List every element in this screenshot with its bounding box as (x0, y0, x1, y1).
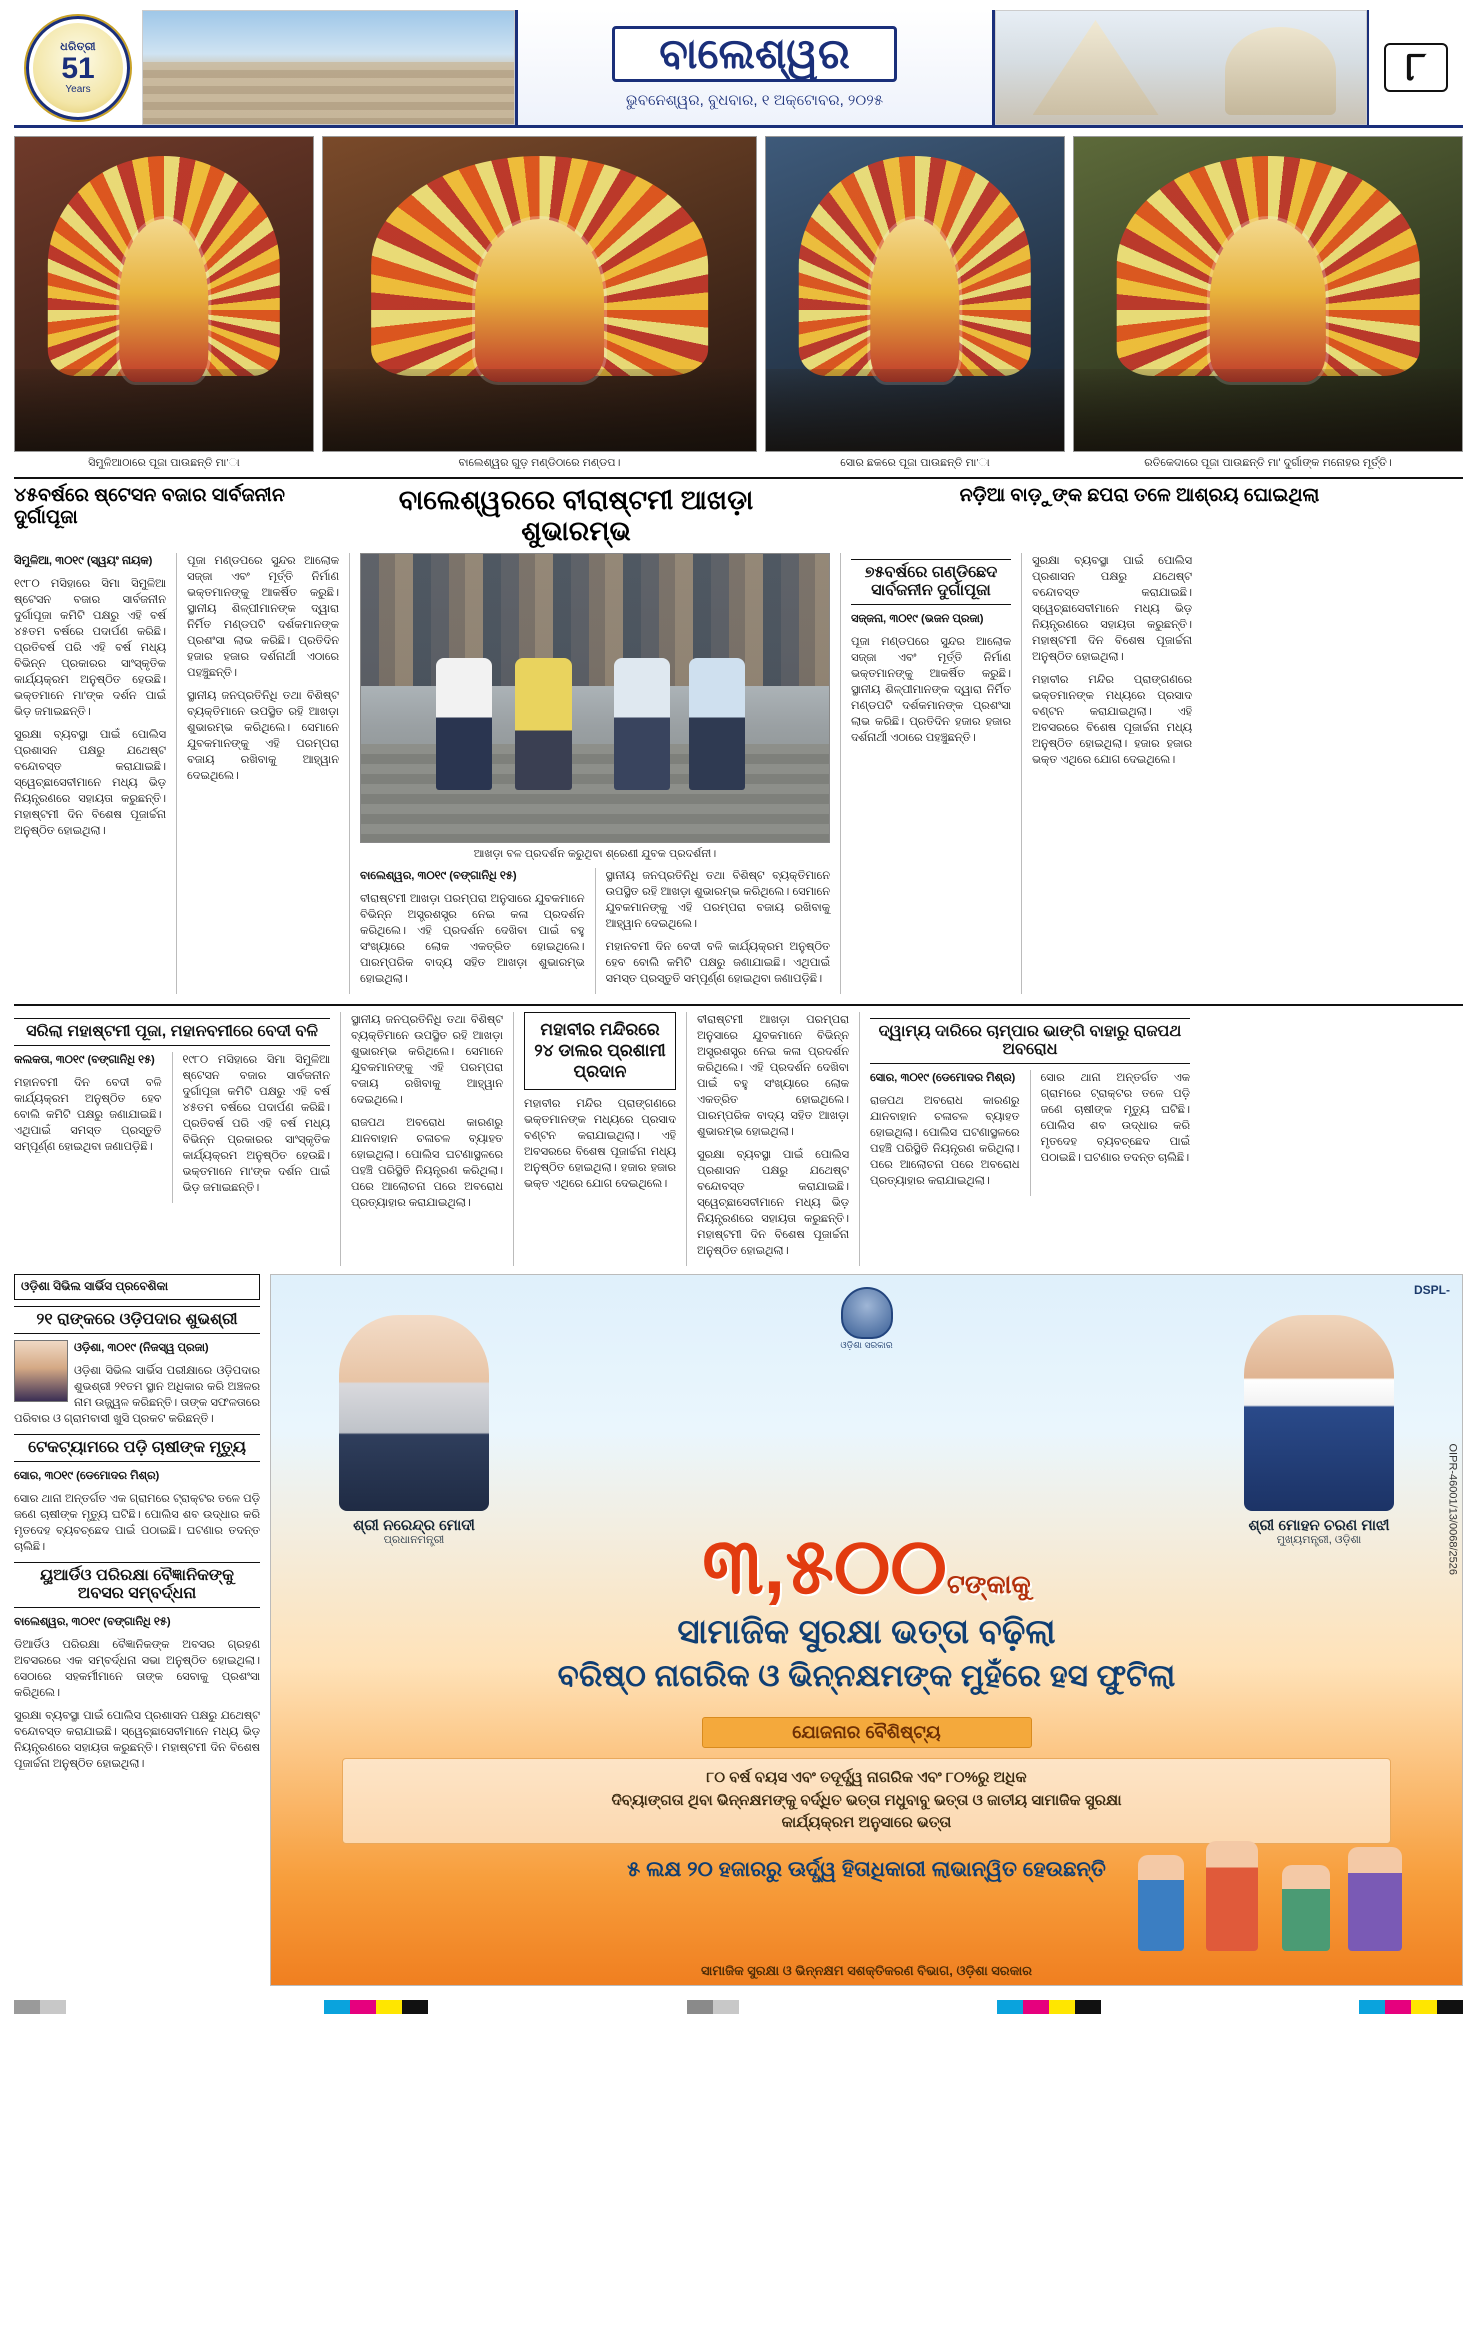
dateline: ବାଲେଶ୍ୱର, ୩୦୧୯ (ବଙ୍ଗାନିଧି ୧୫) (360, 869, 517, 882)
article-para (851, 611, 1011, 627)
publication-logo (14, 10, 142, 125)
column-center (360, 553, 830, 994)
column-right-2 (1032, 553, 1192, 994)
cm-role: ମୁଖ୍ୟମନ୍ତ୍ରୀ, ଓଡ଼ିଶା (1276, 1534, 1362, 1547)
article-para: ସୁରକ୍ଷା ବ୍ୟବସ୍ଥା ପାଇଁ ପୋଲିସ ପ୍ରଶାସନ ପକ୍ଷରୁ ଯଥେଷ୍ଟ ବନ୍ଦୋବସ୍ତ କରାଯାଇଛି। ସ୍ୱେଚ୍ଛାସେବୀମାନେ ମଧ୍ୟ ଭିଡ଼ ନିୟନ୍ତ୍ରଣରେ ସହାୟତା କରୁଛନ୍ତି। ମହାଷ୍ଟମୀ ଦିନ ବିଶେଷ ପୂଜାର୍ଚ୍ଚନା ଅନୁଷ୍ଠିତ ହୋଇଥିଲା। (14, 729, 166, 838)
masthead-photo-beach (142, 10, 515, 125)
color-swatch (402, 2000, 428, 2014)
article-para (870, 1070, 1020, 1086)
column-b5 (870, 1012, 1190, 1266)
dateline: କଲକତା, ୩୦୧୯ (ବଙ୍ଗାନିଧି ୧୫) (14, 1053, 155, 1066)
masthead-title-box (515, 10, 995, 125)
bottom-left-column (14, 1274, 260, 1986)
ad-feature-2: ଦିବ୍ୟାଙ୍ଗତା ଥିବା ଭିନ୍ନକ୍ଷମଙ୍କୁ ବର୍ଦ୍ଧିତ ଭତ୍ତା ମଧୁବାବୁ ଭତ୍ତା ଓ ଜାତୀୟ ସାମାଜିକ ସୁରକ୍ଷା (611, 1791, 1122, 1809)
article-para: ୧୯୮୦ ମସିହାରେ ସିମା ସିମୁଳିଆ ଷ୍ଟେସନ ବଜାର ସାର୍ବଜନୀନ ଦୁର୍ଗାପୂଜା କମିଟି ପକ୍ଷରୁ ଏହି ବର୍ଷ ୪୫ତମ ବର୍ଷରେ ପଦାର୍ପଣ କରିଛି। ପ୍ରତିବର୍ଷ ପରି ଏହି ବର୍ଷ ମଧ୍ୟ ବିଭିନ୍ନ ପ୍ରକାରର ସାଂସ୍କୃତିକ କାର୍ଯ୍ୟକ୍ରମ ଅନୁଷ୍ଠିତ ହେଉଛି। ଭକ୍ତମାନେ ମା'ଙ୍କ ଦର୍ଶନ ପାଇଁ ଭିଡ଼ ଜମାଇଛନ୍ତି। (14, 577, 166, 719)
article-para: ମହାନବମୀ ଦିନ ବେଦୀ ବଳି କାର୍ଯ୍ୟକ୍ରମ ଅନୁଷ୍ଠିତ ହେବ ବୋଲି କମିଟି ପକ୍ଷରୁ ଜଣାଯାଇଛି। ଏଥିପାଇଁ ସମସ୍ତ ପ୍ରସ୍ତୁତି ସମ୍ପୂର୍ଣ୍ଣ ହୋଇଥିବା ଜଣାପଡ଼ିଛି। (605, 940, 830, 985)
article-para: ସୋର ଥାନା ଅନ୍ତର୍ଗତ ଏକ ଗ୍ରାମରେ ଟ୍ରାକ୍ଟର ତଳେ ପଡ଼ି ଜଣେ ଚାଷୀଙ୍କ ମୃତ୍ୟୁ ଘଟିଛି। ପୋଲିସ ଶବ ଉଦ୍ଧାର କରି ମୃତଦେହ ବ୍ୟବଚ୍ଛେଦ ପାଇଁ ପଠାଇଛି। ଘଟଣାର ତଦନ୍ତ ଚାଲିଛି। (14, 1493, 260, 1554)
badge-number: 51 (61, 51, 95, 85)
badge-subtitle: Years (65, 83, 91, 95)
durga-idol-photo-4 (1073, 136, 1463, 452)
headline-left: ୪୫ବର୍ଷରେ ଷ୍ଟେସନ ବଜାର ସାର୍ବଜନୀନ ଦୁର୍ଗାପୂଜା (14, 484, 285, 528)
cm-portrait (1244, 1315, 1394, 1511)
dateline: ସିମୁଳିଆ, ୩୦୧୯ (ସ୍ୱୟଂ ନାୟକ) (14, 554, 153, 567)
article-para (360, 868, 585, 884)
photo-caption-1: ସିମୁଳିଆଠାରେ ପୂଜା ପାଉଛନ୍ତି ମା'ା (88, 457, 240, 469)
article-para: ବୀରାଷ୍ଟମୀ ଆଖଡ଼ା ପରମ୍ପରା ଅନୁସାରେ ଯୁବକମାନେ ବିଭିନ୍ନ ଅସ୍ତ୍ରଶସ୍ତ୍ର ନେଇ କଳା ପ୍ରଦର୍ଶନ କରିଥିଲେ। ଏହି ପ୍ରଦର୍ଶନ ଦେଖିବା ପାଇଁ ବହୁ ସଂଖ୍ୟାରେ ଲୋକ ଏକତ୍ରିତ ହୋଇଥିଲେ। ପାରମ୍ପରିକ ବାଦ୍ୟ ସହିତ ଆଖଡ଼ା ଶୁଭାରମ୍ଭ ହୋଇଥିଲା। (360, 892, 585, 985)
article-para (14, 553, 166, 569)
pm-portrait (339, 1315, 489, 1511)
subheadline-left-mid: ସରିଲା ମହାଷ୍ଟମୀ ପୂଜା, ମହାନବମୀରେ ବେଦୀ ବଳି (14, 1018, 330, 1046)
ad-amount-value: ୩,୫୦୦ (702, 1522, 947, 1611)
color-registration-bar (14, 1996, 1463, 2018)
article-para: ଡିଆର୍ଡିଓ ପରିରକ୍ଷା ବୈଜ୍ଞାନିକଙ୍କ ଅବସର ଗ୍ରହଣ ଅବସରରେ ଏକ ସମ୍ବର୍ଦ୍ଧନା ସଭା ଅନୁଷ୍ଠିତ ହୋଇଥିଲା। ସେଠାରେ ସହକର୍ମୀମାନେ ତାଙ୍କ ସେବାକୁ ପ୍ରଶଂସା କରିଥିଲେ। (14, 1639, 260, 1700)
photo-cell-2 (322, 136, 757, 471)
article-para (14, 1468, 260, 1484)
anniversary-badge (26, 16, 130, 120)
article-para: ପୂଜା ମଣ୍ଡପରେ ସୁନ୍ଦର ଆଲୋକ ସଜ୍ଜା ଏବଂ ମୂର୍ତ୍ତି ନିର୍ମାଣ ଭକ୍ତମାନଙ୍କୁ ଆକର୍ଷିତ କରୁଛି। ସ୍ଥାନୀୟ ଶିଳ୍ପୀମାନଙ୍କ ଦ୍ୱାରା ନିର୍ମିତ ମଣ୍ଡପଟି ଦର୍ଶକମାନଙ୍କ ପ୍ରଶଂସା ଲାଭ କରିଛି। ପ୍ରତିଦିନ ହଜାର ହଜାର ଦର୍ଶନାର୍ଥୀ ଏଠାରେ ପହଞ୍ଚୁଛନ୍ତି। (851, 635, 1011, 745)
color-swatch (1075, 2000, 1101, 2014)
pm-name: ଶ୍ରୀ ନରେନ୍ଦ୍ର ମୋଦୀ (353, 1517, 475, 1535)
ad-feature-3: କାର୍ଯ୍ୟକ୍ରମ ଅନୁସାରେ ଭତ୍ତା (781, 1814, 952, 1832)
subheadline-bottom-1: ଓଡ଼ିଶା ସିଭିଲ ସାର୍ଭିସ ପ୍ରବେଶିକା (14, 1274, 260, 1300)
article-para: ୧୯୮୦ ମସିହାରେ ସିମା ସିମୁଳିଆ ଷ୍ଟେସନ ବଜାର ସାର୍ବଜନୀନ ଦୁର୍ଗାପୂଜା କମିଟି ପକ୍ଷରୁ ଏହି ବର୍ଷ ୪୫ତମ ବର୍ଷରେ ପଦାର୍ପଣ କରିଛି। ପ୍ରତିବର୍ଷ ପରି ଏହି ବର୍ଷ ମଧ୍ୟ ବିଭିନ୍ନ ପ୍ରକାରର ସାଂସ୍କୃତିକ କାର୍ଯ୍ୟକ୍ରମ ଅନୁଷ୍ଠିତ ହେଉଛି। ଭକ୍ତମାନେ ମା'ଙ୍କ ଦର୍ଶନ ପାଇଁ ଭିଡ଼ ଜମାଇଛନ୍ତି। (182, 1053, 330, 1195)
badge-title: ଧରିତ୍ରୀ (60, 40, 96, 53)
article-para: ସୋର ଥାନା ଅନ୍ତର୍ଗତ ଏକ ଗ୍ରାମରେ ଟ୍ରାକ୍ଟର ତଳେ ପଡ଼ି ଜଣେ ଚାଷୀଙ୍କ ମୃତ୍ୟୁ ଘଟିଛି। ପୋଲିସ ଶବ ଉଦ୍ଧାର କରି ମୃତଦେହ ବ୍ୟବଚ୍ଛେଦ ପାଇଁ ପଠାଇଛି। ଘଟଣାର ତଦନ୍ତ ଚାଲିଛି। (1040, 1071, 1190, 1164)
ad-footer: ସାମାଜିକ ସୁରକ୍ଷା ଓ ଭିନ୍ନକ୍ଷମ ସଶକ୍ତିକରଣ ବିଭାଗ, ଓଡ଼ିଶା ସରକାର (700, 1963, 1033, 1979)
article-para: ମହାନବମୀ ଦିନ ବେଦୀ ବଳି କାର୍ଯ୍ୟକ୍ରମ ଅନୁଷ୍ଠିତ ହେବ ବୋଲି କମିଟି ପକ୍ଷରୁ ଜଣାଯାଇଛି। ଏଥିପାଇଁ ସମସ୍ତ ପ୍ରସ୍ତୁତି ସମ୍ପୂର୍ଣ୍ଣ ହୋଇଥିବା ଜଣାପଡ଼ିଛି। (14, 1076, 162, 1153)
mid-photo-caption: ଆଖଡ଼ା ବଳ ପ୍ରଦର୍ଶନ କରୁଥିବା ଶ୍ରେଣୀ ଯୁବକ ପ୍ରଦର୍ଶନୀ। (473, 847, 717, 860)
durga-idol-photo-1 (14, 136, 314, 452)
column-b4 (697, 1012, 849, 1266)
emblem-caption: ଓଡ଼ିଶା ସରକାର (840, 1340, 893, 1351)
article-para: ସ୍ଥାନୀୟ ଜନପ୍ରତିନିଧି ତଥା ବିଶିଷ୍ଟ ବ୍ୟକ୍ତିମାନେ ଉପସ୍ଥିତ ରହି ଆଖଡ଼ା ଶୁଭାରମ୍ଭ କରିଥିଲେ। ସେମାନେ ଯୁବକମାନଙ୍କୁ ଏହି ପରମ୍ପରା ବଜାୟ ରଖିବାକୁ ଆହ୍ୱାନ ଦେଇଥିଲେ। (605, 869, 830, 930)
color-swatch (1411, 2000, 1437, 2014)
page-number: ୮ (1384, 43, 1449, 92)
article-para: ରାଜପଥ ଅବରୋଧ କାରଣରୁ ଯାନବାହାନ ଚଳାଚଳ ବ୍ୟାହତ ହୋଇଥିଲା। ପୋଲିସ ଘଟଣାସ୍ଥଳରେ ପହଞ୍ଚି ପରିସ୍ଥିତି ନିୟନ୍ତ୍ରଣ କରିଥିଲା। ପରେ ଆଲୋଚନା ପରେ ଅବରୋଧ ପ୍ରତ୍ୟାହାର କରାଯାଇଥିଲା। (870, 1094, 1020, 1187)
box-headline: ମହାବୀର ମନ୍ଦିରରେ ୨୪ ଡାଲର ପ୍ରଶାମୀ ପ୍ରଦାନ (524, 1012, 676, 1090)
headline-center: ବାଲେଶ୍ୱରରେ ବୀରାଷ୍ଟମୀ ଆଖଡ଼ା ଶୁଭାରମ୍ଭ (398, 484, 754, 546)
article-para: ସୁରକ୍ଷା ବ୍ୟବସ୍ଥା ପାଇଁ ପୋଲିସ ପ୍ରଶାସନ ପକ୍ଷରୁ ଯଥେଷ୍ଟ ବନ୍ଦୋବସ୍ତ କରାଯାଇଛି। ସ୍ୱେଚ୍ଛାସେବୀମାନେ ମଧ୍ୟ ଭିଡ଼ ନିୟନ୍ତ୍ରଣରେ ସହାୟତା କରୁଛନ୍ତି। ମହାଷ୍ଟମୀ ଦିନ ବିଶେଷ ପୂଜାର୍ଚ୍ଚନା ଅନୁଷ୍ଠିତ ହୋଇଥିଲା। (697, 1149, 849, 1258)
article-para: ସୁରକ୍ଷା ବ୍ୟବସ୍ଥା ପାଇଁ ପୋଲିସ ପ୍ରଶାସନ ପକ୍ଷରୁ ଯଥେଷ୍ଟ ବନ୍ଦୋବସ୍ତ କରାଯାଇଛି। ସ୍ୱେଚ୍ଛାସେବୀମାନେ ମଧ୍ୟ ଭିଡ଼ ନିୟନ୍ତ୍ରଣରେ ସହାୟତା କରୁଛନ୍ତି। ମହାଷ୍ଟମୀ ଦିନ ବିଶେଷ ପୂଜାର୍ଚ୍ଚନା ଅନୁଷ୍ଠିତ ହୋଇଥିଲା। (1032, 554, 1192, 664)
column-2 (187, 553, 339, 994)
article-para: ମହାବୀର ମନ୍ଦିର ପ୍ରାଙ୍ଗଣରେ ଭକ୍ତମାନଙ୍କ ମଧ୍ୟରେ ପ୍ରସାଦ ବଣ୍ଟନ କରାଯାଇଥିଲା। ଏହି ଅବସରରେ ବିଶେଷ ପୂଜାର୍ଚ୍ଚନା ମଧ୍ୟ ଅନୁଷ୍ଠିତ ହୋଇଥିଲା। ହଜାର ହଜାର ଭକ୍ତ ଏଥିରେ ଯୋଗ ଦେଇଥିଲେ। (524, 1097, 676, 1190)
government-advertisement (270, 1274, 1463, 1986)
ad-line-1: ସାମାଜିକ ସୁରକ୍ଷା ଭତ୍ତା ବଢ଼ିଲା (677, 1613, 1056, 1652)
subheadline-right-top: ୭୫ବର୍ଷରେ ଗଣ୍ଡିଛେଦ ସାର୍ବଜନୀନ ଦୁର୍ଗାପୂଜା (851, 559, 1011, 605)
article-para (14, 1614, 260, 1630)
durga-idol-photo-2 (322, 136, 757, 452)
ad-line-2: ବରିଷ୍ଠ ନାଗରିକ ଓ ଭିନ୍ନକ୍ଷମଙ୍କ ମୁହଁରେ ହସ ଫୁଟିଲା (557, 1658, 1176, 1694)
durga-idol-photo-3 (765, 136, 1065, 452)
color-swatch (376, 2000, 402, 2014)
color-swatch (324, 2000, 350, 2014)
dateline: ସୋର, ୩୦୧୯ (ଡେମୋଦର ମିଶ୍ର) (14, 1470, 160, 1483)
advertisement-wrapper (270, 1274, 1463, 1986)
article-para: ପୂଜା ମଣ୍ଡପରେ ସୁନ୍ଦର ଆଲୋକ ସଜ୍ଜା ଏବଂ ମୂର୍ତ୍ତି ନିର୍ମାଣ ଭକ୍ତମାନଙ୍କୁ ଆକର୍ଷିତ କରୁଛି। ସ୍ଥାନୀୟ ଶିଳ୍ପୀମାନଙ୍କ ଦ୍ୱାରା ନିର୍ମିତ ମଣ୍ଡପଟି ଦର୍ଶକମାନଙ୍କ ପ୍ରଶଂସା ଲାଭ କରିଛି। ପ୍ରତିଦିନ ହଜାର ହଜାର ଦର୍ଶନାର୍ଥୀ ଏଠାରେ ପହଞ୍ଚୁଛନ୍ତି। (187, 554, 339, 680)
subheadline-bottom-4: ୟୁଆର୍ଡିଓ ପରିରକ୍ଷା ବୈଜ୍ଞାନିକଙ୍କୁ ଅବସର ସମ୍ବର୍ଦ୍ଧନା (14, 1562, 260, 1608)
column-1 (14, 553, 166, 994)
article-para: ମହାବୀର ମନ୍ଦିର ପ୍ରାଙ୍ଗଣରେ ଭକ୍ତମାନଙ୍କ ମଧ୍ୟରେ ପ୍ରସାଦ ବଣ୍ଟନ କରାଯାଇଥିଲା। ଏହି ଅବସରରେ ବିଶେଷ ପୂଜାର୍ଚ୍ଚନା ମଧ୍ୟ ଅନୁଷ୍ଠିତ ହୋଇଥିଲା। ହଜାର ହଜାର ଭକ୍ତ ଏଥିରେ ଯୋଗ ଦେଇଥିଲେ। (1032, 674, 1192, 767)
akhada-performance-photo (360, 553, 830, 843)
dateline: ସଜ୍ଜନା, ୩୦୧୯ (ଭଜନ ପ୍ରଜା) (851, 612, 984, 625)
page-number-box (1367, 10, 1463, 125)
ad-oipr-code: OIPR-46001/13/0068/2526 (1446, 1443, 1458, 1576)
dateline: ସୋର, ୩୦୧୯ (ଡେମୋଦର ମିଶ୍ର) (870, 1071, 1016, 1084)
subheadline-bottom-2: ୨୧ ରାଙ୍କରେ ଓଡ଼ିପଦାର ଶୁଭଶ୍ରୀ (14, 1306, 260, 1334)
color-swatch (14, 2000, 40, 2014)
color-swatch (997, 2000, 1023, 2014)
masthead-strip (142, 10, 1367, 125)
color-swatch (1437, 2000, 1463, 2014)
photo-cell-4 (1073, 136, 1463, 471)
main-columns (14, 553, 1463, 994)
photo-caption-2: ବାଲେଶ୍ୱର ଗୁଡ଼ ମଣ୍ଡିଠାରେ ମଣ୍ଡପ। (458, 457, 621, 469)
article-para: ସୁରକ୍ଷା ବ୍ୟବସ୍ଥା ପାଇଁ ପୋଲିସ ପ୍ରଶାସନ ପକ୍ଷରୁ ଯଥେଷ୍ଟ ବନ୍ଦୋବସ୍ତ କରାଯାଇଛି। ସ୍ୱେଚ୍ଛାସେବୀମାନେ ମଧ୍ୟ ଭିଡ଼ ନିୟନ୍ତ୍ରଣରେ ସହାୟତା କରୁଛନ୍ତି। ମହାଷ୍ଟମୀ ଦିନ ବିଶେଷ ପୂଜାର୍ଚ୍ଚନା ଅନୁଷ୍ଠିତ ହୋଇଥିଲା। (14, 1710, 260, 1771)
page-title: ବାଲେଶ୍ୱର (612, 26, 897, 82)
ad-feature-1: ୮୦ ବର୍ଷ ବୟସ ଏବଂ ତଦୂର୍ଦ୍ଧ୍ୱ ନାଗରିକ ଏବଂ ୮୦%ରୁ ଅଧିକ (706, 1769, 1027, 1787)
masthead-photo-temple (995, 10, 1368, 125)
article-para: ବୀରାଷ୍ଟମୀ ଆଖଡ଼ା ପରମ୍ପରା ଅନୁସାରେ ଯୁବକମାନେ ବିଭିନ୍ନ ଅସ୍ତ୍ରଶସ୍ତ୍ର ନେଇ କଳା ପ୍ରଦର୍ଶନ କରିଥିଲେ। ଏହି ପ୍ରଦର୍ଶନ ଦେଖିବା ପାଇଁ ବହୁ ସଂଖ୍ୟାରେ ଲୋକ ଏକତ୍ରିତ ହୋଇଥିଲେ। ପାରମ୍ପରିକ ବାଦ୍ୟ ସହିତ ଆଖଡ଼ା ଶୁଭାରମ୍ଭ ହୋଇଥିଲା। (697, 1013, 849, 1139)
top-photo-row (14, 136, 1463, 471)
color-swatch (40, 2000, 66, 2014)
cm-name: ଶ୍ରୀ ମୋହନ ଚରଣ ମାଝୀ (1248, 1517, 1390, 1535)
portrait-thumbnail (14, 1340, 68, 1402)
headline-right: ନଡ଼ିଆ ବାଡ଼ୁଙ୍କ ଛପରା ତଳେ ଆଶ୍ରୟ ଘୋଇଥିଲା (959, 484, 1320, 506)
color-swatch (1049, 2000, 1075, 2014)
column-b1 (14, 1012, 330, 1266)
ad-illustration-people (1132, 1801, 1452, 1951)
dateline: ବାଲେଶ୍ୱର, ୩୦୧୯ (ବଙ୍ଗାନିଧି ୧୫) (14, 1616, 171, 1629)
photo-cell-3 (765, 136, 1065, 471)
ad-feature-title: ଯୋଜନାର ବୈଶିଷ୍ଟ୍ୟ (702, 1717, 1032, 1748)
photo-caption-4: ରତିକେଦାରେ ପୂଜା ପାଉଛନ୍ତି ମା' ଦୁର୍ଗାଙ୍କ ମନୋହର ମୂର୍ତ୍ତି। (1144, 457, 1392, 469)
leader-pm (299, 1315, 529, 1547)
ad-dspl-code: DSPL- (1414, 1283, 1450, 1298)
masthead-dateline: ଭୁବନେଶ୍ୱର, ବୁଧବାର, ୧ ଅକ୍ଟୋବର, ୨୦୨୫ (625, 92, 884, 110)
column-right-1 (851, 553, 1011, 994)
color-swatch (1385, 2000, 1411, 2014)
article-para: ରାଜପଥ ଅବରୋଧ କାରଣରୁ ଯାନବାହାନ ଚଳାଚଳ ବ୍ୟାହତ ହୋଇଥିଲା। ପୋଲିସ ଘଟଣାସ୍ଥଳରେ ପହଞ୍ଚି ପରିସ୍ଥିତି ନିୟନ୍ତ୍ରଣ କରିଥିଲା। ପରେ ଆଲୋଚନା ପରେ ଅବରୋଧ ପ୍ରତ୍ୟାହାର କରାଯାଇଥିଲା। (351, 1117, 503, 1210)
ad-amount-suffix: ଟଙ୍କାକୁ (946, 1569, 1031, 1600)
article-para: ସ୍ଥାନୀୟ ଜନପ୍ରତିନିଧି ତଥା ବିଶିଷ୍ଟ ବ୍ୟକ୍ତିମାନେ ଉପସ୍ଥିତ ରହି ଆଖଡ଼ା ଶୁଭାରମ୍ଭ କରିଥିଲେ। ସେମାନେ ଯୁବକମାନଙ୍କୁ ଏହି ପରମ୍ପରା ବଜାୟ ରଖିବାକୁ ଆହ୍ୱାନ ଦେଇଥିଲେ। (187, 690, 339, 783)
dateline: ଓଡ଼ିଶା, ୩୦୧୯ (ନିଜସ୍ୱ ପ୍ରଜା) (74, 1341, 209, 1354)
color-swatch (1023, 2000, 1049, 2014)
color-swatch (713, 2000, 739, 2014)
second-band (14, 1004, 1463, 1266)
bottom-band (14, 1274, 1463, 1986)
color-swatch (687, 2000, 713, 2014)
subheadline-bottom-3: ଟେକଟ୍ୟାମରେ ପଡ଼ି ଚାଷୀଙ୍କ ମୃତ୍ୟୁ (14, 1434, 260, 1462)
ad-benefit-line: ୫ ଲକ୍ଷ ୨୦ ହଜାରରୁ ଊର୍ଦ୍ଧ୍ୱ ହିତାଧିକାରୀ ଲାଭାନ୍ୱିତ ହେଉଛନ୍ତି (627, 1857, 1106, 1881)
subheadline-right-mid: ଦ୍ୱାମ୍ୟ ଦାରିରେ ଚାମ୍ପାର ଭାଙ୍ଗି ବାହାରୁ ରାଜପଥ ଅବରୋଧ (870, 1018, 1190, 1064)
photo-cell-1 (14, 136, 314, 471)
government-emblem-icon (830, 1287, 904, 1373)
pm-role: ପ୍ରଧାନମନ୍ତ୍ରୀ (383, 1534, 445, 1547)
color-swatch (350, 2000, 376, 2014)
article-para: ସ୍ଥାନୀୟ ଜନପ୍ରତିନିଧି ତଥା ବିଶିଷ୍ଟ ବ୍ୟକ୍ତିମାନେ ଉପସ୍ଥିତ ରହି ଆଖଡ଼ା ଶୁଭାରମ୍ଭ କରିଥିଲେ। ସେମାନେ ଯୁବକମାନଙ୍କୁ ଏହି ପରମ୍ପରା ବଜାୟ ରଖିବାକୁ ଆହ୍ୱାନ ଦେଇଥିଲେ। (351, 1013, 503, 1106)
article-para: ଓଡ଼ିଶା ସିଭିଲ ସାର୍ଭିସ ପରୀକ୍ଷାରେ ଓଡ଼ିପଦାର ଶୁଭଶ୍ରୀ ୨୧ତମ ସ୍ଥାନ ଅଧିକାର କରି ଅଞ୍ଚଳର ନାମ ଉଜ୍ଜ୍ୱଳ କରିଛନ୍ତି। ତାଙ୍କ ସଫଳତାରେ ପରିବାର ଓ ଗ୍ରାମବାସୀ ଖୁସି ପ୍ରକଟ କରିଛନ୍ତି। (14, 1364, 260, 1425)
masthead (14, 10, 1463, 128)
column-b3 (524, 1012, 676, 1266)
headline-row (14, 485, 1463, 547)
leader-cm (1204, 1315, 1434, 1547)
column-b2 (351, 1012, 503, 1266)
photo-caption-3: ସୋର ଛକରେ ପୂଜା ପାଉଛନ୍ତି ମା'ା (840, 457, 990, 469)
color-swatch (1359, 2000, 1385, 2014)
article-para (14, 1052, 162, 1068)
